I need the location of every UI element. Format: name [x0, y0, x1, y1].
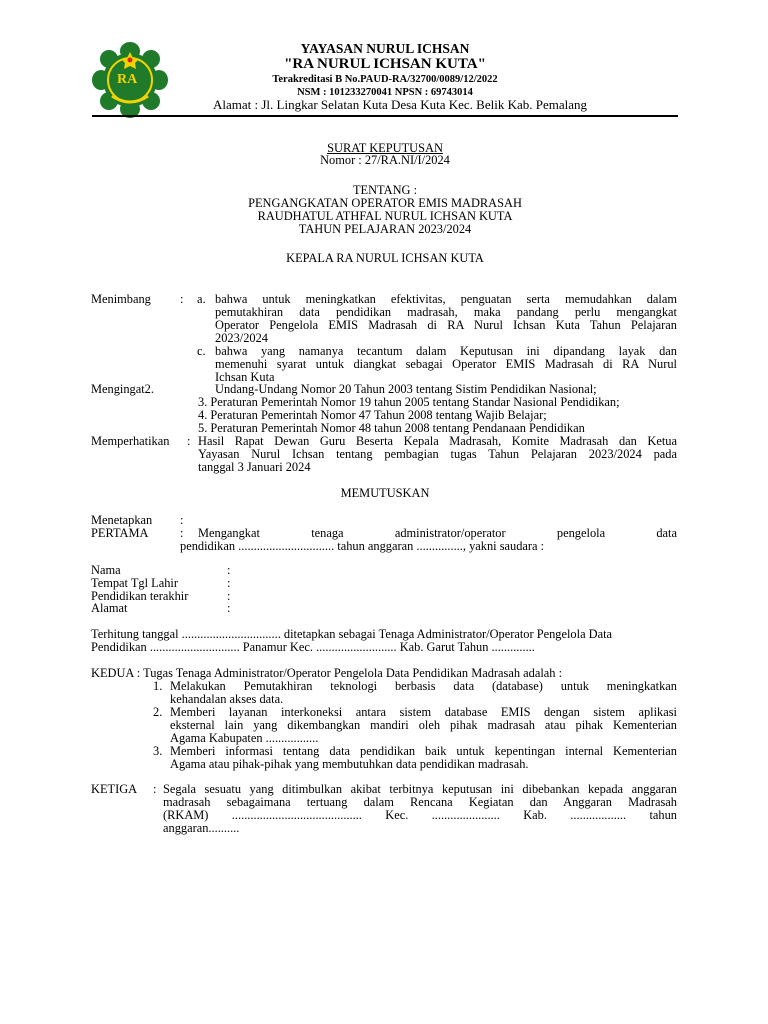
menimbang-c-line-3: Ichsan Kuta [215, 370, 275, 384]
document-type: SURAT KEPUTUSAN [327, 141, 443, 155]
mengingat-item-5: 5. Peraturan Pemerintah Nomor 48 tahun 2008 tentang Pendanaan Pendidikan [198, 421, 585, 435]
terhitung-line-2: Pendidikan ............................. Panamur Kec. .......................... Kab. Garut Tahun .............. [91, 640, 535, 654]
school-logo [88, 38, 172, 122]
subject-line-1: PENGANGKATAN OPERATOR EMIS MADRASAH [248, 196, 522, 210]
menimbang-a-line-2: pemutakhiran data pendidikan madrasah, maka pandang perlu mengangkat [215, 305, 677, 319]
header-divider [92, 115, 678, 117]
menimbang-c-line-1: bahwa yang namanya tecantum dalam Keputusan ini dipandang layak dan [215, 344, 677, 358]
menimbang-c-line-2: memenuhi syarat untuk diangkat sebagai Operator EMIS Madrasah di RA Nurul [215, 357, 677, 371]
menimbang-a-marker: a. [197, 292, 206, 306]
menimbang-a-line-1: bahwa untuk meningkatkan efektivitas, penguatan serta memudahkan dalam [215, 292, 677, 306]
kedua-item-2-marker: 2. [153, 705, 163, 719]
mengingat-item-3: 3. Peraturan Pemerintah Nomor 19 tahun 2005 tentang Standar Nasional Pendidikan; [198, 395, 620, 409]
subject-line-3: TAHUN PELAJARAN 2023/2024 [298, 222, 472, 236]
pertama-line-2: pendidikan ............................... tahun anggaran ..............., yakni saudara : [180, 539, 545, 553]
kedua-item-1-line-1: Melakukan Pemutakhiran teknologi berbasis data (database) untuk meningkatkan [170, 679, 677, 693]
menimbang-a-line-4: 2023/2024 [215, 331, 269, 345]
logo-text: RA [117, 72, 138, 87]
mengingat-item-4: 4. Peraturan Pemerintah Nomor 47 Tahun 2008 tentang Wajib Belajar; [198, 408, 547, 422]
kedua-intro: KEDUA : Tugas Tenaga Administrator/Operator Pengelola Data Pendidikan Madrasah adalah : [91, 666, 563, 680]
menimbang-a-line-3: Operator Pengelola EMIS Madrasah di RA Nurul Ichsan Kuta Tahun Pelajaran [215, 318, 677, 332]
memperhatikan-line-2: Yayasan Nurul Ichsan tentang pembagian tugas Tahun Pelajaran 2023/2024 pada [198, 447, 677, 461]
mengingat-label: Mengingat2. [91, 382, 154, 396]
pendidikan-colon: : [227, 589, 231, 603]
subject-line-2: RAUDHATUL ATHFAL NURUL ICHSAN KUTA [257, 209, 513, 223]
kedua-item-2-line-2: eksternal lain yang dikembangkan mandiri oleh pihak madrasah atau pihak Kementerian [170, 718, 677, 732]
school-name: "RA NURUL ICHSAN KUTA" [284, 56, 486, 72]
kedua-item-3-line-1: Memberi informasi tentang data pendidikan baik untuk kepentingan internal Kementerian [170, 744, 677, 758]
ketiga-line-4: anggaran.......... [163, 821, 240, 835]
pendidikan-label: Pendidikan terakhir [91, 589, 189, 603]
kedua-item-1-line-2: kehandalan akses data. [170, 692, 284, 706]
nama-colon: : [227, 563, 231, 577]
kedua-item-3-marker: 3. [153, 744, 163, 758]
ketiga-line-2: madrasah sebagaimana tertuang dalam Rencana Kegiatan dan Anggaran Madrasah [163, 795, 677, 809]
address: Alamat : Jl. Lingkar Selatan Kuta Desa Kuta Kec. Belik Kab. Pemalang [212, 97, 587, 112]
terhitung-line-1: Terhitung tanggal ................................ ditetapkan sebagai Tenaga Administrator/Operator Pengelola Data [91, 627, 613, 641]
pertama-line-1: Mengangkat tenaga administrator/operator pengelola data [198, 526, 677, 540]
mengingat-item-2: Undang-Undang Nomor 20 Tahun 2003 tentang Sistim Pendidikan Nasional; [215, 382, 597, 396]
menimbang-label: Menimbang [91, 292, 151, 306]
alamat-colon: : [227, 601, 231, 615]
memutuskan-heading: MEMUTUSKAN [340, 486, 430, 500]
ketiga-line-3: (RKAM) .......................................... Kec. ...................... Kab. .................. tahun [163, 808, 677, 822]
memperhatikan-line-3: tanggal 3 Januari 2024 [198, 460, 311, 474]
ketiga-line-1: Segala sesuatu yang ditimbulkan akibat terbitnya keputusan ini dibebankan kepada anggaran [163, 782, 677, 796]
document-number: Nomor : 27/RA.NI/I/2024 [320, 153, 450, 167]
accreditation: Terakreditasi B No.PAUD-RA/32700/0089/12/2022 [272, 74, 498, 85]
pertama-label: PERTAMA [91, 526, 149, 540]
authority-title: KEPALA RA NURUL ICHSAN KUTA [286, 251, 484, 265]
alamat-label: Alamat [91, 601, 128, 615]
kedua-item-1-marker: 1. [153, 679, 163, 693]
tentang-label: TENTANG : [352, 183, 418, 197]
nsm-npsn: NSM : 101233270041 NPSN : 69743014 [297, 87, 473, 98]
kedua-item-2-line-3: Agama Kabupaten ................. [170, 731, 319, 745]
memperhatikan-label: Memperhatikan [91, 434, 170, 448]
menetapkan-label: Menetapkan [91, 513, 153, 527]
kedua-item-2-line-1: Memberi layanan interkoneksi antara sistem database EMIS dengan sistem aplikasi [170, 705, 677, 719]
menetapkan-colon: : [180, 513, 184, 527]
foundation-name: YAYASAN NURUL ICHSAN [300, 41, 470, 56]
memperhatikan-line-1: Hasil Rapat Dewan Guru Beserta Kepala Madrasah, Komite Madrasah dan Ketua [198, 434, 677, 448]
menimbang-colon: : [180, 292, 184, 306]
ttl-colon: : [227, 576, 231, 590]
kedua-item-3-line-2: Agama atau pihak-pihak yang membutuhkan data pendidikan madrasah. [170, 757, 529, 771]
ttl-label: Tempat Tgl Lahir [91, 576, 178, 590]
memperhatikan-colon: : [187, 434, 191, 448]
ketiga-colon: : [153, 782, 157, 796]
pertama-colon: : [180, 526, 184, 540]
ketiga-label: KETIGA [91, 782, 138, 796]
nama-label: Nama [91, 563, 121, 577]
menimbang-c-marker: c. [197, 344, 206, 358]
